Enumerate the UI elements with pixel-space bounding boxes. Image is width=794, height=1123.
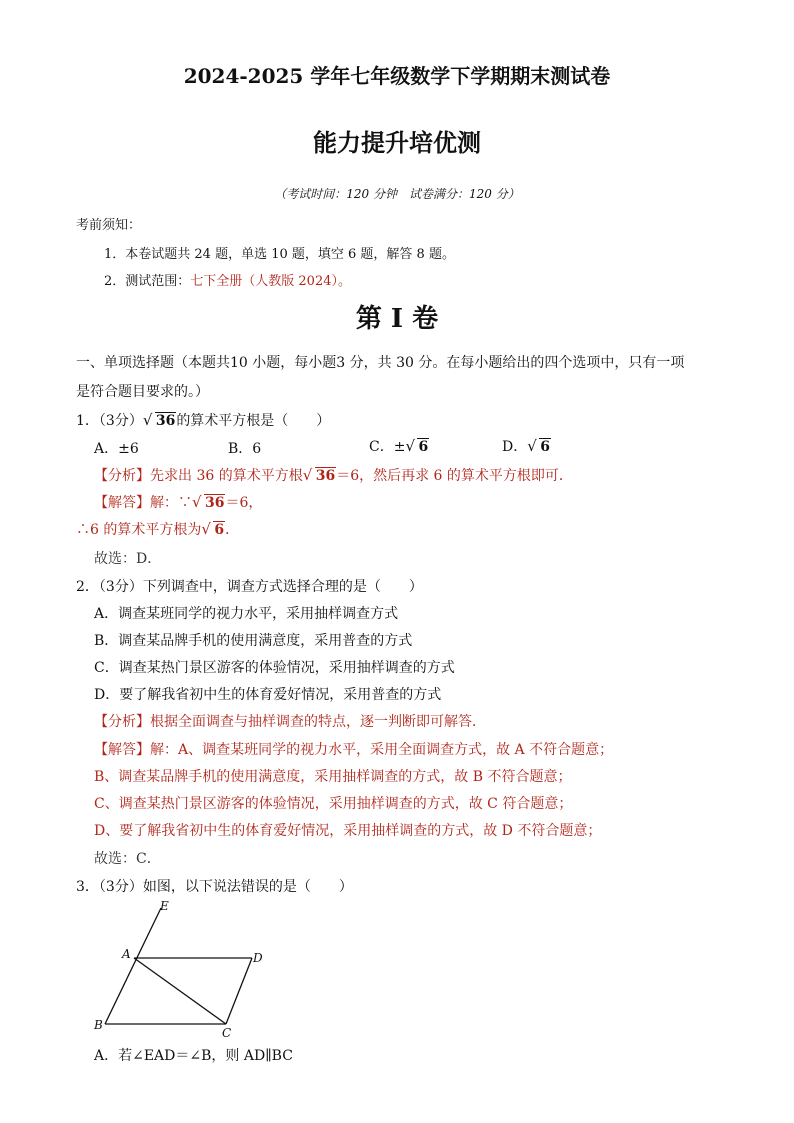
sqrt-symbol: √ 36	[143, 413, 176, 429]
q3-stem: 3．（3分）如图，以下说法错误的是（ ）	[76, 879, 353, 895]
q2-solution-d: D、要了解我省初中生的体育爱好情况，采用抽样调查的方式，故 D 不符合题意；	[94, 823, 602, 839]
sqrt-symbol: √ 6	[201, 522, 225, 538]
q2-stem: 2．（3分）下列调查中，调查方式选择合理的是（ ）	[76, 579, 423, 595]
label-e: E	[160, 899, 169, 913]
segment-DC	[226, 958, 252, 1024]
part-title: 第 I 卷	[355, 304, 439, 334]
q2-option-c: C．调查某热门景区游客的体验情况，采用抽样调查的方式	[94, 660, 455, 676]
q2-option-b: B．调查某品牌手机的使用满意度，采用普查的方式	[94, 633, 413, 649]
q1-stem	[76, 410, 330, 430]
notice-heading: 考前须知：	[76, 218, 142, 233]
exam-subtitle: 能力提升培优测	[313, 128, 481, 157]
line-EB	[105, 908, 161, 1024]
q2-option-d: D．要了解我省初中生的体育爱好情况，采用普查的方式	[94, 687, 442, 703]
sqrt-symbol: √ 36	[303, 468, 336, 484]
exam-title: 2024-2025 学年七年级数学下学期期末测试卷	[183, 64, 611, 88]
q1-choice: 故选：D．	[94, 551, 162, 567]
q1-solution-line3: ∴6 的算术平方根为√ 6．	[76, 519, 239, 539]
q1-option-d: D．√ 6	[502, 436, 551, 456]
sqrt-symbol: √ 6	[405, 439, 429, 455]
q1-option-c: C．±√ 6	[369, 436, 429, 456]
label-a: A	[122, 947, 131, 961]
q3-option-a: A．若∠EAD＝∠B，则 AD∥BC	[94, 1048, 293, 1064]
q2-analysis: 【分析】根据全面调查与抽样调查的特点，逐一判断即可解答．	[94, 714, 486, 730]
sqrt-symbol: √ 36	[192, 495, 225, 511]
section-heading-line1: 一、单项选择题（本题共10 小题，每小题3 分，共 30 分。在每小题给出的四个选项中，只有一项	[76, 355, 685, 371]
q2-solution-b: B、调查某品牌手机的使用满意度，采用抽样调查的方式，故 B 不符合题意；	[94, 769, 572, 785]
q3-geometry-figure	[90, 896, 280, 1038]
q1-analysis: 【分析】先求出 36 的算术平方根√ 36＝6，然后再求 6 的算术平方根即可．	[94, 465, 573, 485]
q2-choice: 故选：C．	[94, 851, 161, 867]
exam-info: （考试时间：120 分钟 试卷满分：120 分）	[274, 187, 520, 201]
section-heading-line2: 是符合题目要求的。）	[76, 384, 209, 400]
q1-option-a: A．±6	[94, 441, 139, 457]
notice-item-1: 1．本卷试题共 24 题，单选 10 题，填空 6 题，解答 8 题。	[104, 247, 455, 262]
q1-prefix: 1．（3分）	[76, 413, 143, 429]
q2-solution-c: C、调查某热门景区游客的体验情况，采用抽样调查的方式，故 C 符合题意；	[94, 796, 573, 812]
label-b: B	[94, 1018, 103, 1032]
q1-solution: 【解答】解：∵√ 36＝6，	[94, 492, 262, 512]
notice-item-2-prefix: 2．测试范围：	[104, 274, 191, 289]
q2-solution-a: 【解答】解：A、调查某班同学的视力水平，采用全面调查方式，故 A 不符合题意；	[94, 742, 614, 758]
q2-option-a: A．调查某班同学的视力水平，采用抽样调查方式	[94, 606, 399, 622]
q1-suffix: 的算术平方根是（ ）	[176, 413, 331, 429]
label-c: C	[222, 1026, 232, 1038]
notice-item-2-range: 七下全册（人教版 2024）。	[190, 274, 351, 289]
notice-item-2	[104, 270, 351, 289]
q1-option-b: B．6	[228, 441, 262, 457]
segment-AC	[134, 958, 226, 1024]
sqrt-symbol: √ 6	[527, 439, 551, 455]
label-d: D	[253, 951, 263, 965]
